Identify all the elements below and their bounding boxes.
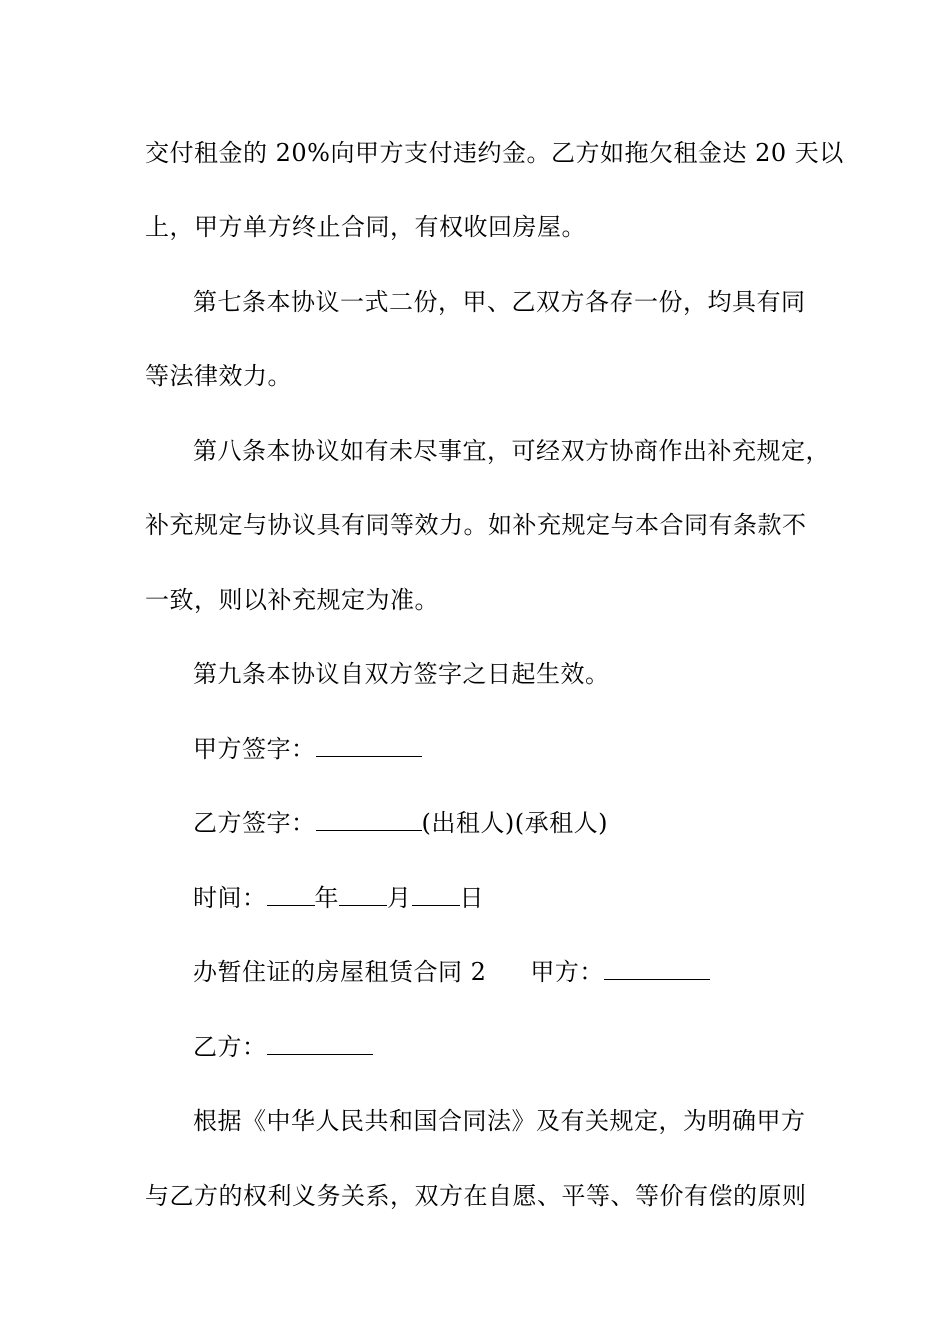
contract-2-title-row bbox=[193, 957, 710, 987]
party-b-row bbox=[193, 1032, 373, 1062]
contract-2-preamble-line: 根据《中华人民共和国合同法》及有关规定，为明确甲方 bbox=[193, 1107, 806, 1135]
day-label: 日 bbox=[459, 884, 484, 912]
text-line: 交付租金的 20%向甲方支付违约金。乙方如拖欠租金达 20 天以 bbox=[145, 139, 844, 167]
party-a-signature-blank bbox=[316, 734, 422, 757]
month-blank bbox=[339, 883, 387, 906]
text-line: 上，甲方单方终止合同，有权收回房屋。 bbox=[145, 213, 586, 241]
party-a-label: 甲方： bbox=[530, 958, 604, 986]
party-b-label: 乙方： bbox=[193, 1033, 267, 1061]
month-label: 月 bbox=[387, 884, 412, 912]
time-label: 时间： bbox=[193, 884, 267, 912]
article-8-line: 第八条本协议如有未尽事宜，可经双方协商作出补充规定， bbox=[193, 437, 830, 465]
text-line: 一致，则以补充规定为准。 bbox=[145, 586, 439, 614]
party-b-signature-label: 乙方签字： bbox=[193, 809, 316, 837]
party-b-signature-suffix: (出租人)(承租人) bbox=[421, 809, 608, 837]
date-row bbox=[193, 883, 484, 913]
text-line: 补充规定与协议具有同等效力。如补充规定与本合同有条款不 bbox=[145, 511, 807, 539]
text-line: 与乙方的权利义务关系，双方在自愿、平等、等价有偿的原则 bbox=[145, 1182, 807, 1210]
year-blank bbox=[267, 883, 315, 906]
contract-2-title: 办暂住证的房屋租赁合同 2 bbox=[193, 958, 487, 986]
party-b-signature-blank bbox=[316, 808, 422, 831]
party-b-signature-row bbox=[193, 808, 608, 838]
party-a-signature-label: 甲方签字： bbox=[193, 735, 316, 763]
text-line: 等法律效力。 bbox=[145, 362, 292, 390]
party-b-blank bbox=[267, 1032, 373, 1055]
party-a-blank bbox=[604, 957, 710, 980]
article-7-line: 第七条本协议一式二份，甲、乙双方各存一份，均具有同 bbox=[193, 288, 806, 316]
article-9-line: 第九条本协议自双方签字之日起生效。 bbox=[193, 660, 610, 688]
party-a-signature-row bbox=[193, 734, 422, 764]
day-blank bbox=[412, 883, 460, 906]
year-label: 年 bbox=[314, 884, 339, 912]
